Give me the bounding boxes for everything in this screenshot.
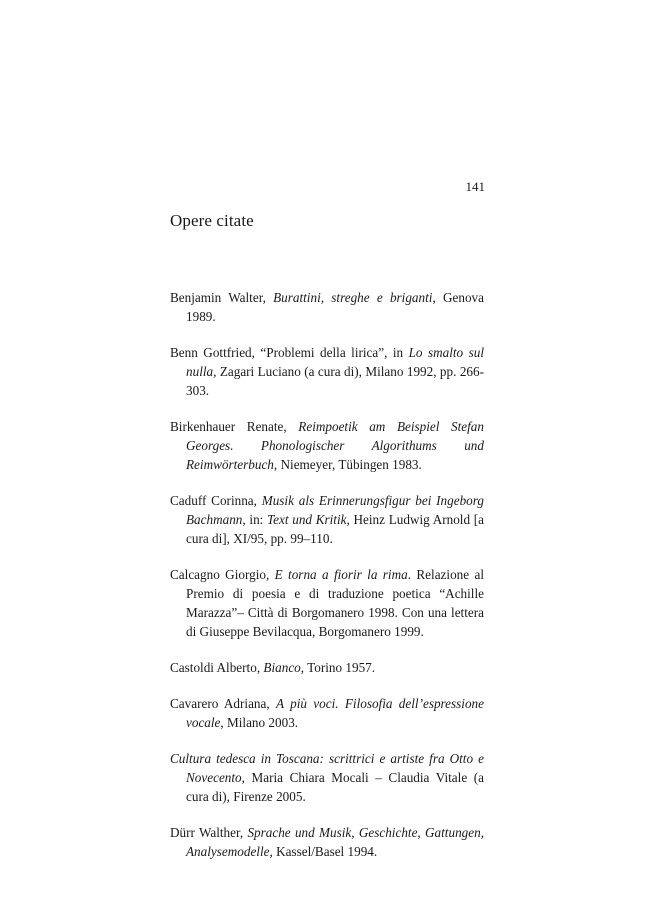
author-and-text: Benn Gottfried, “Problemi della lirica”, in	[170, 345, 409, 360]
publication-details: , Genova 1989.	[186, 290, 485, 324]
author-and-text: Dürr Walther,	[170, 825, 248, 840]
publication-details: , Heinz Ludwig Arnold [a cura di], XI/95, pp. 99–110.	[186, 512, 484, 546]
work-title: Musik als Erinnerungsfigur bei Ingeborg Bachmann	[186, 493, 484, 527]
publication-details: , Milano 2003.	[220, 715, 299, 730]
publication-details: , Niemeyer, Tübingen 1983.	[273, 457, 422, 472]
publication-details: , Maria Chiara Mocali – Claudia Vitale (a cura di), Firenze 2005.	[186, 770, 484, 804]
page-title: Opere citate	[170, 211, 254, 230]
bibliography-list	[170, 288, 484, 878]
author-and-text: Caduff Corinna,	[170, 493, 262, 508]
bibliography-entry	[170, 288, 484, 326]
bibliography-entry	[170, 749, 484, 806]
bibliography-entry	[170, 823, 484, 861]
publication-details: . Relazione al Premio di poesia e di traduzione poetica “Achille Marazza”– Città di Borgomanero 1998. Con una lettera di Giuseppe Bevilacqua, Borgomanero 1999.	[186, 567, 484, 639]
work-title: A più voci. Filosofia dell’espressione vocale	[186, 696, 485, 730]
work-title: Sprache und Musik, Geschichte, Gattungen, Analysemodelle	[186, 825, 484, 859]
bibliography-entry	[170, 658, 484, 677]
page-number: 141	[465, 179, 485, 194]
work-title: Reimpoetik am Beispiel Stefan Georges. Phonologischer Algorithums und Reimwörterbuch	[186, 419, 484, 472]
bibliography-entry	[170, 491, 484, 548]
journal-title: Text und Kritik	[267, 512, 347, 527]
bibliography-entry	[170, 565, 484, 641]
author-and-text: Calcagno Giorgio,	[170, 567, 275, 582]
work-title: Cultura tedesca in Toscana: scrittrici e artiste fra Otto e Novecento	[170, 751, 484, 785]
publication-details: , Kassel/Basel 1994.	[269, 844, 378, 859]
publication-details: , Zagari Luciano (a cura di), Milano 1992, pp. 266-303.	[186, 364, 484, 398]
publication-details: , Torino 1957.	[300, 660, 376, 675]
publication-details: , in:	[242, 512, 268, 527]
author-and-text: Castoldi Alberto,	[170, 660, 264, 675]
work-title: Lo smalto sul nulla	[186, 345, 484, 379]
work-title: E torna a fiorir la rima	[274, 567, 408, 582]
bibliography-entry	[170, 343, 484, 400]
bibliography-entry	[170, 694, 484, 732]
author-and-text: Cavarero Adriana,	[170, 696, 276, 711]
work-title: Burattini, streghe e briganti	[273, 290, 433, 305]
author-and-text: Benjamin Walter,	[170, 290, 274, 305]
author-and-text: Birkenhauer Renate,	[170, 419, 299, 434]
bibliography-entry	[170, 417, 484, 474]
work-title: Bianco	[263, 660, 301, 675]
